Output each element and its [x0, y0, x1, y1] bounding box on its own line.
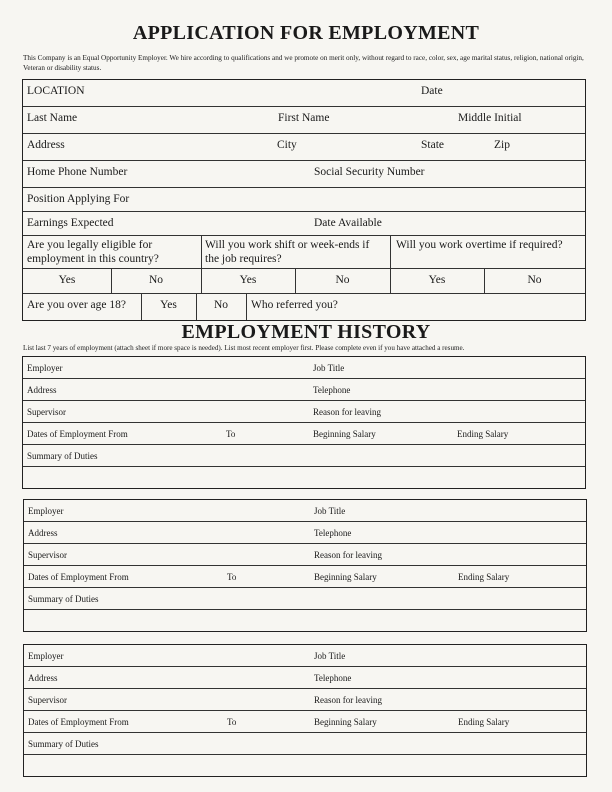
row-location	[23, 80, 585, 107]
employer-address-field[interactable]: Address	[27, 385, 57, 395]
employer-block-3	[23, 644, 587, 777]
reason-for-leaving-field[interactable]: Reason for leaving	[314, 550, 382, 560]
dates-from-field[interactable]: Dates of Employment From	[28, 717, 129, 727]
row-phone	[23, 161, 585, 188]
row-summary-blank[interactable]	[24, 610, 586, 631]
row-address	[24, 522, 586, 544]
home-phone-field[interactable]: Home Phone Number	[27, 166, 128, 178]
overtime-yes-option[interactable]: Yes	[428, 274, 446, 286]
earnings-field[interactable]: Earnings Expected	[27, 217, 114, 229]
eligible-no-option[interactable]: No	[148, 274, 164, 286]
employer-field[interactable]: Employer	[27, 363, 63, 373]
question-eligible: Are you legally eligible for employment in this country?	[27, 239, 159, 265]
age-no-option[interactable]: No	[213, 299, 229, 311]
eligible-yes-option[interactable]: Yes	[58, 274, 76, 286]
row-supervisor	[24, 689, 586, 711]
beginning-salary-field[interactable]: Beginning Salary	[314, 717, 377, 727]
question-overtime: Will you work overtime if required?	[396, 239, 563, 251]
row-employer	[23, 357, 585, 379]
zip-field[interactable]: Zip	[494, 139, 510, 151]
applicant-info-table	[22, 79, 586, 321]
row-summary-blank[interactable]	[23, 467, 585, 488]
last-name-field[interactable]: Last Name	[27, 112, 78, 124]
state-field[interactable]: State	[421, 139, 444, 151]
job-title-field[interactable]: Job Title	[314, 651, 346, 661]
summary-of-duties-field[interactable]: Summary of Duties	[27, 451, 98, 461]
row-summary	[24, 588, 586, 610]
row-employer	[24, 500, 586, 522]
row-address	[23, 379, 585, 401]
beginning-salary-field[interactable]: Beginning Salary	[313, 429, 376, 439]
employer-address-field[interactable]: Address	[28, 673, 58, 683]
referred-by-field[interactable]: Who referred you?	[251, 299, 338, 311]
row-questions	[23, 236, 585, 269]
supervisor-field[interactable]: Supervisor	[28, 695, 67, 705]
row-summary-blank[interactable]	[24, 755, 586, 776]
age-yes-option[interactable]: Yes	[160, 299, 177, 311]
row-address	[24, 667, 586, 689]
row-earnings	[23, 212, 585, 236]
dates-to-field[interactable]: To	[227, 717, 237, 727]
divider	[390, 236, 391, 268]
row-dates	[24, 566, 586, 588]
employer-block-2	[23, 499, 587, 632]
reason-for-leaving-field[interactable]: Reason for leaving	[314, 695, 382, 705]
first-name-field[interactable]: First Name	[278, 112, 330, 124]
dates-to-field[interactable]: To	[227, 572, 237, 582]
telephone-field[interactable]: Telephone	[313, 385, 351, 395]
job-title-field[interactable]: Job Title	[314, 506, 346, 516]
divider	[201, 236, 202, 268]
employer-address-field[interactable]: Address	[28, 528, 58, 538]
employer-block-1	[22, 356, 586, 489]
date-available-field[interactable]: Date Available	[314, 217, 382, 229]
row-summary	[24, 733, 586, 755]
summary-of-duties-field[interactable]: Summary of Duties	[28, 739, 99, 749]
city-field[interactable]: City	[277, 139, 297, 151]
shift-yes-option[interactable]: Yes	[239, 274, 257, 286]
employer-field[interactable]: Employer	[28, 651, 64, 661]
position-field[interactable]: Position Applying For	[27, 193, 130, 205]
question-age: Are you over age 18?	[27, 299, 126, 311]
supervisor-field[interactable]: Supervisor	[28, 550, 67, 560]
middle-initial-field[interactable]: Middle Initial	[458, 112, 522, 124]
row-summary	[23, 445, 585, 467]
ssn-field[interactable]: Social Security Number	[314, 166, 425, 178]
shift-no-option[interactable]: No	[335, 274, 350, 286]
divider	[246, 294, 247, 320]
row-supervisor	[24, 544, 586, 566]
dates-from-field[interactable]: Dates of Employment From	[27, 429, 128, 439]
telephone-field[interactable]: Telephone	[314, 528, 352, 538]
employment-history-heading: EMPLOYMENT HISTORY	[181, 321, 431, 343]
employer-field[interactable]: Employer	[28, 506, 64, 516]
ending-salary-field[interactable]: Ending Salary	[458, 717, 510, 727]
beginning-salary-field[interactable]: Beginning Salary	[314, 572, 377, 582]
overtime-no-option[interactable]: No	[527, 274, 542, 286]
reason-for-leaving-field[interactable]: Reason for leaving	[313, 407, 381, 417]
dates-from-field[interactable]: Dates of Employment From	[28, 572, 129, 582]
ending-salary-field[interactable]: Ending Salary	[457, 429, 509, 439]
form-title: APPLICATION FOR EMPLOYMENT	[132, 22, 480, 44]
summary-of-duties-field[interactable]: Summary of Duties	[28, 594, 99, 604]
dates-to-field[interactable]: To	[226, 429, 236, 439]
row-answers	[23, 269, 585, 294]
row-name	[23, 107, 585, 134]
date-field[interactable]: Date	[421, 85, 443, 97]
question-shift: Will you work shift or week-ends if the job requires?	[205, 239, 370, 265]
supervisor-field[interactable]: Supervisor	[27, 407, 66, 417]
row-dates	[24, 711, 586, 733]
ending-salary-field[interactable]: Ending Salary	[458, 572, 510, 582]
row-position	[23, 188, 585, 212]
row-dates	[23, 423, 585, 445]
location-field[interactable]: LOCATION	[27, 85, 85, 97]
telephone-field[interactable]: Telephone	[314, 673, 352, 683]
employment-history-instructions: List last 7 years of employment (attach sheet if more space is needed). List most recent employer first. Please complete even if you have attached a resume.	[23, 344, 465, 352]
eeo-statement: This Company is an Equal Opportunity Employer. We hire according to qualifications and we promote on merit only, without regard to race, color, sex, age marital status, religion, national origin, Veteran or disability status.	[23, 54, 584, 72]
row-employer	[24, 645, 586, 667]
row-address	[23, 134, 585, 161]
row-age	[23, 294, 585, 320]
row-supervisor	[23, 401, 585, 423]
address-field[interactable]: Address	[27, 139, 65, 151]
job-title-field[interactable]: Job Title	[313, 363, 345, 373]
